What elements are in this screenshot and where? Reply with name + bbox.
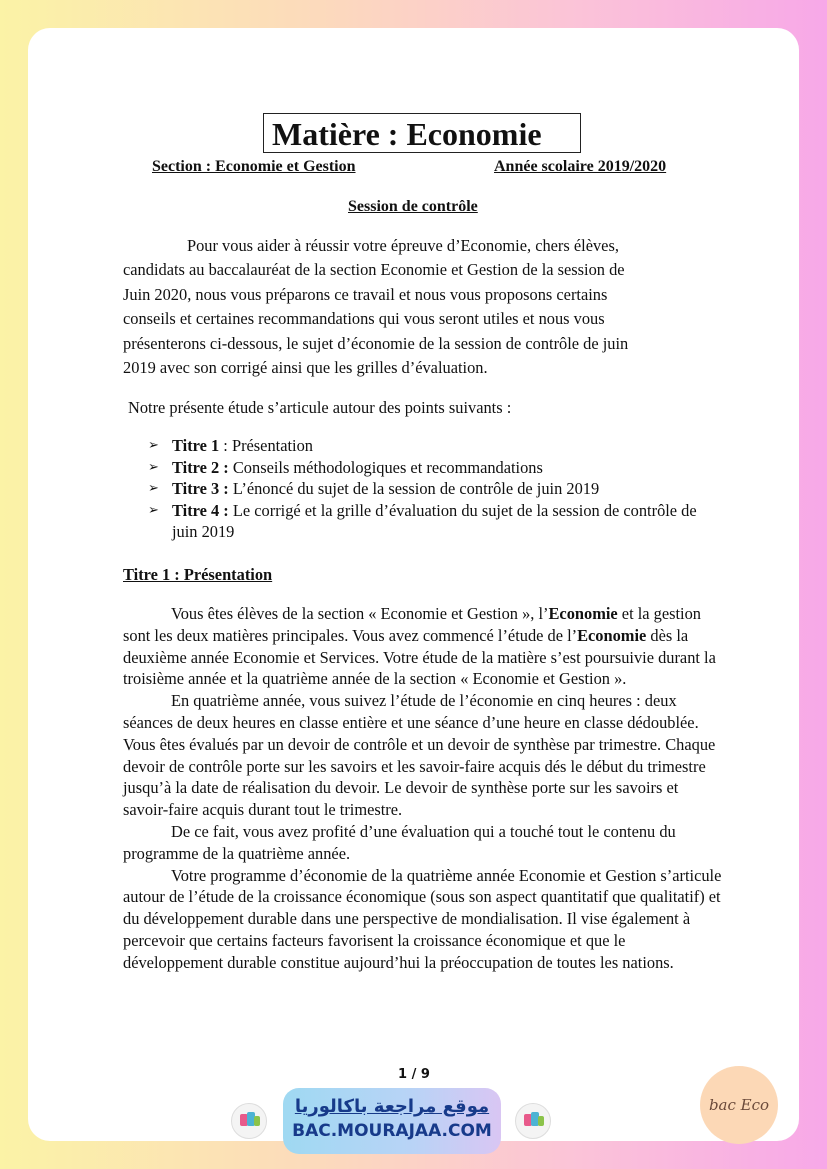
item-label: Titre 4 : [172,500,229,520]
intro-line: conseils et certaines recommandations qui vous seront utiles et nous vous [123,309,605,329]
bac-eco-stamp: bac Eco [700,1066,778,1144]
presentation-body [123,603,723,974]
page-title: Matière : Economie [263,113,581,153]
paragraph: De ce fait, vous avez profité d’une évaluation qui a touché tout le contenu du programme de la quatrième année. [123,821,676,863]
arrow-bullet-icon: ➢ [148,438,159,453]
site-url: BAC.MOURAJAA.COM [292,1121,492,1141]
arrow-bullet-icon: ➢ [148,481,159,496]
intro-line: Pour vous aider à réussir votre épreuve d’Economie, chers élèves, [187,236,619,255]
intro-line: Juin 2020, nous vous préparons ce travail et nous vous proposons certains [123,284,608,304]
session-heading: Session de contrôle [348,198,478,215]
school-year-label: Année scolaire 2019/2020 [494,158,667,175]
paragraph: Votre programme d’économie de la quatrième année Economie et Gestion s’articule autour de l’étude de la croissance économique (sous son aspect quantitatif que qualitatif) et du développement durable dans une perspective de mondialisation. Il vise également à percevoir que certains facteurs favorisent la croissance économique et que le développement durable constitue aujourd’hui la préoccupation de toutes les nations. [123,865,722,972]
page-number: 1 / 9 [398,1067,430,1082]
list-item: ➢ Titre 1 : Présentation [148,436,313,455]
list-item [148,500,708,543]
item-label: Titre 3 : [172,479,229,498]
arrow-bullet-icon: ➢ [148,502,159,518]
site-name-arabic: موقع مراجعة باكالوريا [294,1096,490,1117]
site-logo-icon [515,1103,551,1139]
intro-line: 2019 avec son corrigé ainsi que les grilles d’évaluation. [123,358,488,378]
item-text: L’énoncé du sujet de la session de contrôle de juin 2019 [232,479,600,498]
intro-paragraph [123,234,711,380]
item-label: Titre 2 : [172,457,229,477]
section-label: Section : Economie et Gestion [152,158,356,175]
arrow-bullet-icon: ➢ [148,459,159,475]
item-text: Présentation [231,436,313,455]
intro-line: candidats au baccalauréat de la section Economie et Gestion de la session de [123,260,625,280]
paragraph: Vous êtes élèves de la section « Economie et Gestion », l’Economie et la gestion sont les deux matières principales. Vous avez commencé l’étude de l’Economie dès la deuxième année Economie et Services. Votre étude de la matière s’est poursuivie durant la troisième année et la quatrième année de la section « Economie et Gestion ». [123,604,716,689]
outline-list [148,435,708,543]
study-intro: Notre présente étude s’articule autour des points suivants : [128,398,512,417]
item-text: Le corrigé et la grille d’évaluation du sujet de la session de contrôle de juin 2019 [172,500,697,541]
section-heading-titre1: Titre 1 : Présentation [123,565,273,584]
site-banner-link[interactable] [283,1088,501,1154]
intro-line: présenterons ci-dessous, le sujet d’économie de la session de contrôle de juin [123,333,629,353]
item-label: Titre 1 [172,436,220,455]
item-text: Conseils méthodologiques et recommandations [232,457,543,477]
list-item [148,478,708,500]
site-logo-icon [231,1103,267,1139]
paragraph: En quatrième année, vous suivez l’étude de l’économie en cinq heures : deux séances de deux heures en classe entière et une séance d’une heure en classe dédoublée. Vous êtes évalués par un devoir de contrôle et un devoir de synthèse par trimestre. Chaque devoir de contrôle porte sur les savoirs et les savoir-faire acquis dés le début du trimestre jusqu’à la date de réalisation du devoir. Le devoir de synthèse porte sur les savoirs et savoir-faire acquis durant tout le trimestre. [123,691,716,820]
list-item [148,457,708,479]
